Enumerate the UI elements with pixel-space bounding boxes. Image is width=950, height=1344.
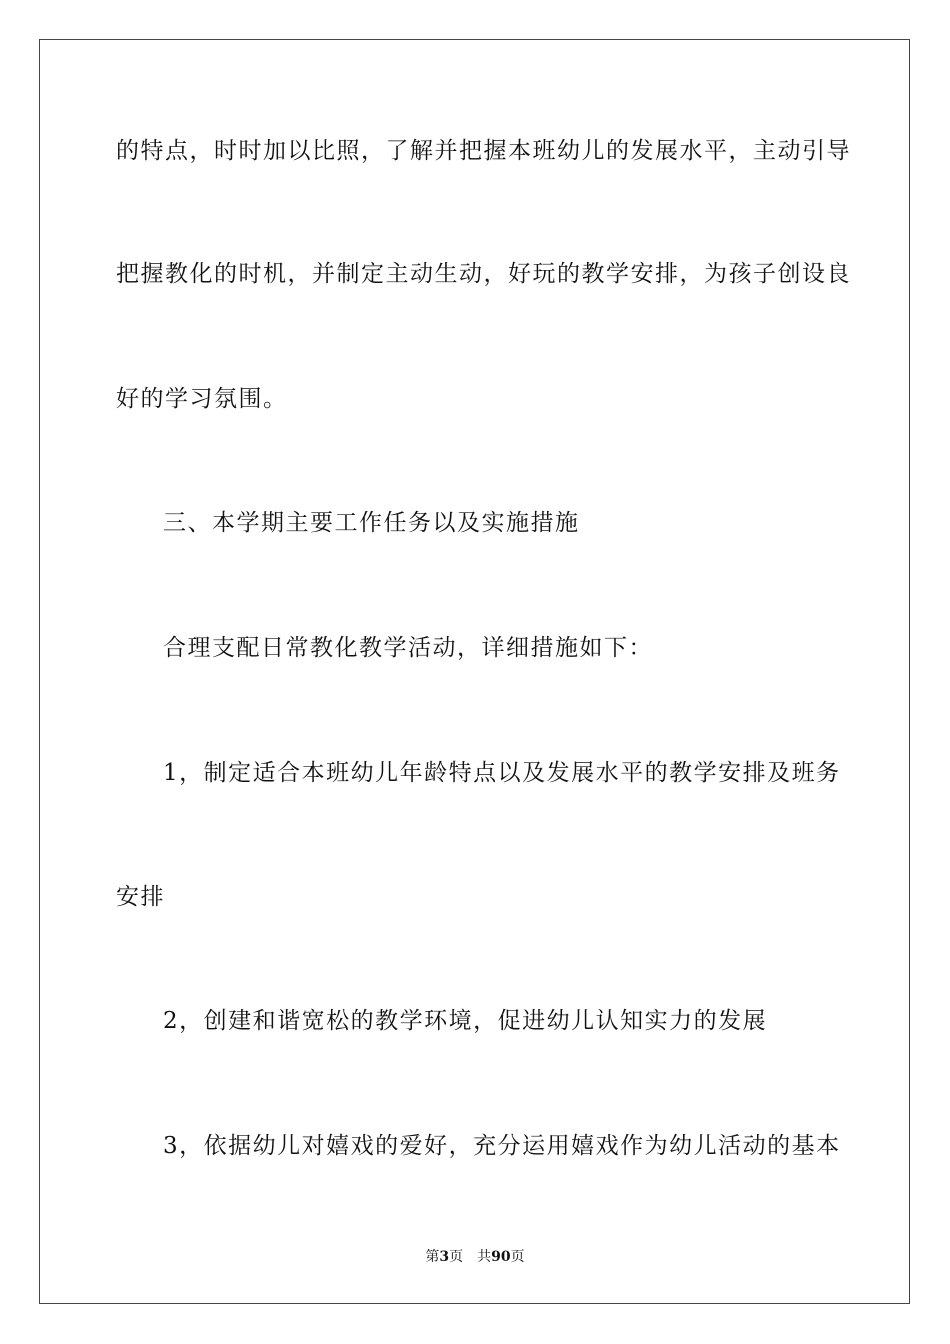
- footer-current-page: 3: [439, 1249, 450, 1265]
- body-line-2: 把握教化的时机，并制定主动生动，好玩的教学安排，为孩子创设良: [116, 261, 851, 287]
- body-line-1: 的特点，时时加以比照，了解并把握本班幼儿的发展水平，主动引导: [116, 138, 851, 164]
- footer-total-pages: 90: [491, 1249, 511, 1265]
- body-line-3: 好的学习氛围。: [116, 386, 288, 412]
- page-border: [39, 39, 910, 1304]
- list-item-1-continuation: 安排: [116, 884, 165, 910]
- footer-mid: 页 共: [449, 1249, 492, 1265]
- list-item-2: 2，创建和谐宽松的教学环境，促进幼儿认知实力的发展: [163, 1008, 768, 1034]
- list-item-3: 3，依据幼儿对嬉戏的爱好，充分运用嬉戏作为幼儿活动的基本: [163, 1133, 841, 1159]
- footer-suffix: 页: [510, 1249, 525, 1265]
- body-line-intro: 合理支配日常教化教学活动，详细措施如下：: [163, 635, 653, 661]
- footer-prefix: 第: [425, 1249, 440, 1265]
- list-item-1: 1，制定适合本班幼儿年龄特点以及发展水平的教学安排及班务: [163, 760, 841, 786]
- section-heading: 三、本学期主要工作任务以及实施措施: [163, 510, 580, 536]
- page-footer: [0, 1248, 950, 1266]
